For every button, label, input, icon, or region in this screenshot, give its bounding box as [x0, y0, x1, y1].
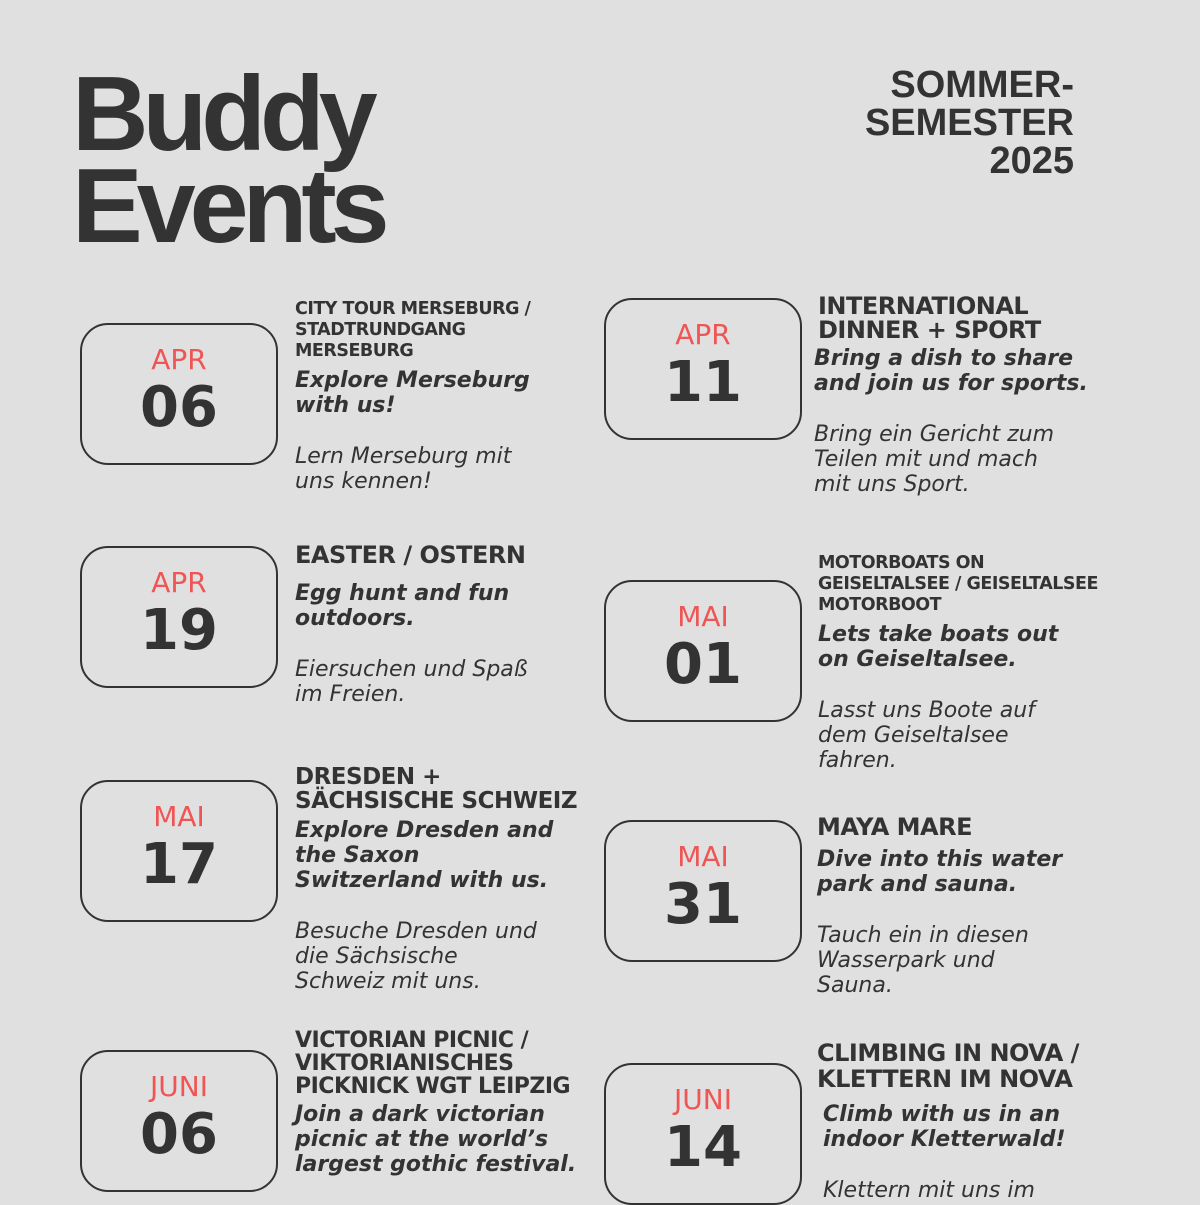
date-day: 01	[664, 632, 742, 697]
event-title: CLIMBING IN NOVA / KLETTERN IM NOVA	[817, 1039, 1079, 1093]
event-description-de: Klettern mit uns im	[823, 1178, 1035, 1203]
semester-label	[865, 66, 1074, 180]
event-description-en: Climb with us in an indoor Kletterwald!	[823, 1102, 1066, 1152]
event-description-en: Egg hunt and fun outdoors.	[295, 581, 510, 631]
date-badge	[80, 1050, 278, 1192]
event-title: EASTER / OSTERN	[295, 541, 526, 569]
semester-line-3: 2025	[989, 140, 1074, 182]
event-description-de: Besuche Dresden und die Sächsische Schweiz mit uns.	[295, 919, 537, 994]
date-month: MAI	[153, 800, 205, 833]
event-title: CITY TOUR MERSEBURG / STADTRUNDGANG MERSEBURG	[295, 299, 531, 361]
date-badge	[604, 580, 802, 722]
date-day: 14	[664, 1115, 742, 1180]
event-description-de: Tauch ein in diesen Wasserpark und Sauna.	[817, 923, 1029, 998]
date-day: 31	[664, 872, 742, 937]
title-line-1: Buddy	[72, 55, 372, 173]
event-details	[295, 1029, 605, 1177]
date-badge	[80, 546, 278, 688]
date-badge	[80, 780, 278, 922]
semester-line-2: SEMESTER	[864, 102, 1074, 144]
event-details	[814, 294, 1134, 497]
event-description-de: Eiersuchen und Spaß im Freien.	[295, 657, 528, 707]
date-day: 11	[664, 350, 742, 415]
date-month: APR	[675, 318, 731, 351]
event-title: INTERNATIONAL DINNER + SPORT	[818, 292, 1041, 344]
event-details	[818, 553, 1158, 773]
date-day: 19	[140, 598, 218, 663]
date-month: MAI	[677, 840, 729, 873]
event-description-en: Explore Dresden and the Saxon Switzerland with us.	[295, 818, 554, 893]
date-month: APR	[151, 566, 207, 599]
event-title: VICTORIAN PICNIC / VIKTORIANISCHES PICKNICK WGT LEIPZIG	[295, 1028, 571, 1099]
date-badge	[604, 298, 802, 440]
event-title: MOTORBOATS ON GEISELTALSEE / GEISELTALSEE MOTORBOOT	[818, 553, 1098, 615]
event-description-en: Explore Merseburg with us!	[295, 368, 530, 418]
date-month: MAI	[677, 600, 729, 633]
event-description-en: Bring a dish to share and join us for sports.	[814, 346, 1088, 396]
event-description-en: Dive into this water park and sauna.	[817, 847, 1063, 897]
date-badge	[604, 820, 802, 962]
semester-line-1: SOMMER-	[890, 64, 1074, 106]
event-title: MAYA MARE	[817, 813, 973, 841]
event-details	[295, 765, 605, 994]
event-description-en: Lets take boats out on Geiseltalsee.	[818, 622, 1059, 672]
date-month: JUNI	[674, 1083, 732, 1116]
event-description-en: Join a dark victorian picnic at the world’s largest gothic festival.	[295, 1102, 577, 1177]
event-description-de: Lern Merseburg mit uns kennen!	[295, 444, 512, 494]
event-details	[817, 813, 1137, 998]
event-details	[295, 541, 595, 707]
date-day: 17	[140, 832, 218, 897]
event-description-de: Lasst uns Boote auf dem Geiseltalsee fahren.	[818, 698, 1035, 773]
date-day: 06	[140, 375, 218, 440]
event-details	[295, 299, 595, 494]
date-day: 06	[140, 1102, 218, 1167]
date-badge	[80, 323, 278, 465]
title-line-2: Events	[72, 147, 384, 265]
event-description-de: Bring ein Gericht zum Teilen mit und mach mit uns Sport.	[814, 422, 1055, 497]
event-title: DRESDEN + SÄCHSISCHE SCHWEIZ	[295, 764, 578, 814]
date-month: JUNI	[150, 1070, 208, 1103]
date-badge	[604, 1063, 802, 1205]
event-details	[817, 1040, 1137, 1203]
date-month: APR	[151, 343, 207, 376]
page-title	[72, 55, 384, 265]
